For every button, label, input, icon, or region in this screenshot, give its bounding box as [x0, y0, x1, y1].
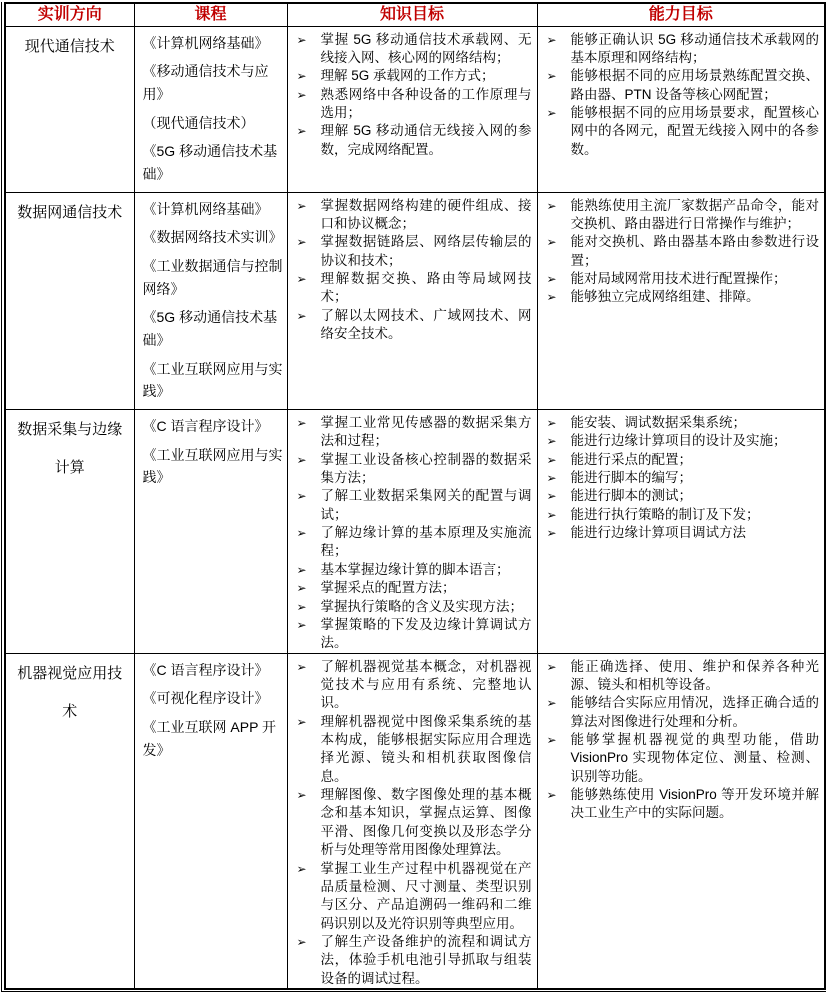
- table-row: [5, 26, 825, 192]
- ability-objectives-cell: [537, 192, 825, 409]
- ability-objectives-cell: [537, 409, 825, 653]
- bullet-arrow-icon: ➢: [296, 235, 307, 250]
- bullet-arrow-icon: ➢: [296, 87, 307, 102]
- ability-objectives-cell: [537, 653, 825, 989]
- knowledge-text: 理解数据交换、路由等局域网技术；: [320, 270, 532, 305]
- ability-text: 能对局域网常用技术进行配置操作；: [570, 270, 787, 286]
- bullet-arrow-icon: ➢: [296, 714, 307, 729]
- ability-text: 能够结合实际应用情况，选择正确合适的算法对图像进行处理和分析。: [570, 695, 819, 729]
- course-item: 《C 语言程序设计》: [142, 417, 269, 434]
- knowledge-item: [293, 451, 533, 488]
- bullet-arrow-icon: ➢: [546, 788, 557, 803]
- knowledge-item: [293, 414, 533, 451]
- ability-text: 能够独立完成网络组建、排障。: [570, 289, 760, 305]
- bullet-arrow-icon: ➢: [546, 69, 557, 84]
- bullet-arrow-icon: ➢: [296, 934, 307, 949]
- header-knowledge: 知识目标: [287, 3, 537, 26]
- training-objectives-table: [4, 2, 826, 990]
- knowledge-text: 掌握数据链路层、网络层传输层的协议和技术；: [320, 234, 532, 268]
- knowledge-objectives-cell: [287, 192, 537, 409]
- table-row: [5, 653, 825, 989]
- courses-cell: [134, 192, 287, 409]
- knowledge-text: 掌握数据网络构建的硬件组成、接口和协议概念；: [320, 197, 532, 231]
- ability-item: [543, 104, 821, 159]
- bullet-arrow-icon: ➢: [546, 198, 557, 213]
- header-ability: 能力目标: [537, 3, 825, 26]
- knowledge-item: [293, 713, 533, 786]
- bullet-arrow-icon: ➢: [546, 290, 557, 305]
- course-item: 《5G 移动通信技术基础》: [142, 309, 278, 348]
- knowledge-text: 熟悉网络中各种设备的工作原理与选用；: [320, 86, 532, 120]
- course-item: 《移动通信技术与应用》: [142, 63, 269, 102]
- ability-text: 能够熟练使用 VisionPro 等开发环境并解决工业生产中的实际问题。: [570, 787, 819, 821]
- knowledge-objectives-cell: [287, 26, 537, 192]
- table-row: [5, 192, 825, 409]
- knowledge-item: [293, 786, 533, 859]
- knowledge-text: 掌握工业设备核心控制器的数据采集方法；: [320, 451, 532, 485]
- knowledge-item: [293, 616, 533, 653]
- ability-item: [543, 432, 821, 450]
- knowledge-text: 理解机器视觉中图像采集系统的基本构成，能够根据实际应用合理选择光源、镜头和相机获取图像信息。: [320, 713, 532, 784]
- ability-text: 能进行脚本的测试；: [570, 488, 692, 504]
- knowledge-objectives-cell: [287, 409, 537, 653]
- bullet-arrow-icon: ➢: [546, 489, 557, 504]
- ability-text: 能进行采点的配置；: [570, 451, 692, 467]
- knowledge-objectives-cell: [287, 653, 537, 989]
- ability-text: 能进行脚本的编写；: [570, 469, 692, 485]
- ability-objectives-cell: [537, 26, 825, 192]
- header-direction: 实训方向: [5, 3, 134, 26]
- bullet-arrow-icon: ➢: [296, 415, 307, 430]
- knowledge-item: [293, 122, 533, 159]
- training-objectives-table-wrap: [1, 2, 826, 992]
- knowledge-item: [293, 233, 533, 270]
- ability-text: 能安装、调试数据采集系统；: [570, 414, 746, 430]
- knowledge-text: 了解以太网技术、广域网技术、网络安全技术。: [320, 307, 532, 342]
- knowledge-item: [293, 31, 533, 68]
- bullet-arrow-icon: ➢: [546, 452, 557, 467]
- ability-text: 能进行执行策略的制订及下发；: [570, 506, 760, 522]
- bullet-arrow-icon: ➢: [296, 69, 307, 84]
- knowledge-text: 掌握工业生产过程中机器视觉在产品质量检测、尺寸测量、类型识别与区分、产品追溯码一维码和二维码识别以及光符识别等典型应用。: [320, 860, 532, 931]
- ability-item: [543, 270, 821, 288]
- knowledge-text: 理解 5G 移动通信无线接入网的参数，完成网络配置。: [320, 123, 532, 157]
- knowledge-item: [293, 561, 533, 579]
- bullet-arrow-icon: ➢: [296, 526, 307, 541]
- bullet-arrow-icon: ➢: [296, 599, 307, 614]
- table-body: [5, 26, 825, 989]
- bullet-arrow-icon: ➢: [296, 452, 307, 467]
- bullet-arrow-icon: ➢: [296, 788, 307, 803]
- knowledge-item: [293, 270, 533, 307]
- course-item: 《5G 移动通信技术基础》: [142, 143, 278, 182]
- ability-text: 能够掌握机器视觉的典型功能，借助 VisionPro 实现物体定位、测量、检测、识别等功能。: [570, 732, 819, 784]
- course-item: 《可视化程序设计》: [142, 690, 269, 707]
- bullet-arrow-icon: ➢: [546, 470, 557, 485]
- course-item: （现代通信技术）: [142, 114, 255, 131]
- ability-item: [543, 786, 821, 823]
- ability-text: 能够根据不同的应用场景要求，配置核心网中的各网元，配置无线接入网中的各参数。: [570, 104, 819, 157]
- ability-text: 能熟练使用主流厂家数据产品命令，能对交换机、路由器进行日常操作与维护；: [570, 197, 819, 231]
- course-item: 《工业数据通信与控制网络》: [142, 257, 283, 297]
- bullet-arrow-icon: ➢: [296, 489, 307, 504]
- knowledge-text: 掌握采点的配置方法；: [320, 580, 456, 596]
- ability-item: [543, 233, 821, 270]
- ability-item: [543, 524, 821, 542]
- course-item: 《工业互联网应用与实践》: [142, 360, 283, 400]
- knowledge-text: 了解机器视觉基本概念，对机器视觉技术与应用有系统、完整地认识。: [320, 658, 532, 711]
- ability-item: [543, 197, 821, 234]
- ability-text: 能对交换机、路由器基本路由参数进行设置；: [570, 234, 819, 268]
- ability-text: 能进行边缘计算项目调试方法: [570, 525, 746, 541]
- knowledge-item: [293, 860, 533, 933]
- knowledge-text: 基本掌握边缘计算的脚本语言；: [320, 561, 510, 577]
- ability-item: [543, 469, 821, 487]
- bullet-arrow-icon: ➢: [296, 32, 307, 47]
- ability-item: [543, 451, 821, 469]
- courses-cell: [134, 409, 287, 653]
- ability-item: [543, 694, 821, 731]
- knowledge-text: 理解图像、数字图像处理的基本概念和基本知识，掌握点运算、图像平滑、图像几何变换以及形态学分析与处理等常用图像处理算法。: [320, 787, 532, 858]
- bullet-arrow-icon: ➢: [546, 526, 557, 541]
- bullet-arrow-icon: ➢: [546, 434, 557, 449]
- course-item: 《工业互联网应用与实践》: [142, 446, 283, 486]
- knowledge-item: [293, 933, 533, 988]
- table-row: [5, 409, 825, 653]
- ability-text: 能进行边缘计算项目的设计及实施；: [570, 433, 787, 449]
- bullet-arrow-icon: ➢: [546, 507, 557, 522]
- course-item: 《工业互联网 APP 开发》: [142, 718, 277, 758]
- knowledge-item: [293, 487, 533, 524]
- bullet-arrow-icon: ➢: [296, 124, 307, 139]
- header-row: [5, 3, 825, 26]
- bullet-arrow-icon: ➢: [546, 415, 557, 430]
- ability-item: [543, 31, 821, 68]
- direction-cell: 机器视觉应用技术: [5, 653, 134, 989]
- ability-text: 能够根据不同的应用场景熟练配置交换、路由器、PTN 设备等核心网配置；: [570, 68, 819, 102]
- knowledge-item: [293, 579, 533, 597]
- knowledge-item: [293, 598, 533, 616]
- bullet-arrow-icon: ➢: [546, 105, 557, 120]
- ability-item: [543, 487, 821, 505]
- bullet-arrow-icon: ➢: [296, 308, 307, 323]
- knowledge-item: [293, 524, 533, 561]
- bullet-arrow-icon: ➢: [296, 562, 307, 577]
- knowledge-item: [293, 197, 533, 234]
- knowledge-text: 掌握工业常见传感器的数据采集方法和过程；: [320, 414, 532, 449]
- bullet-arrow-icon: ➢: [546, 696, 557, 711]
- knowledge-item: [293, 67, 533, 85]
- knowledge-text: 了解工业数据采集网关的配置与调试；: [320, 488, 532, 522]
- bullet-arrow-icon: ➢: [546, 659, 557, 674]
- ability-item: [543, 67, 821, 104]
- knowledge-text: 掌握策略的下发及边缘计算调试方法。: [320, 616, 532, 651]
- direction-cell: 现代通信技术: [5, 26, 134, 192]
- bullet-arrow-icon: ➢: [296, 271, 307, 286]
- course-item: 《C 语言程序设计》: [142, 661, 269, 678]
- direction-cell: 数据网通信技术: [5, 192, 134, 409]
- direction-cell: 数据采集与边缘计算: [5, 409, 134, 653]
- bullet-arrow-icon: ➢: [296, 198, 307, 213]
- knowledge-text: 了解边缘计算的基本原理及实施流程；: [320, 525, 532, 559]
- bullet-arrow-icon: ➢: [546, 32, 557, 47]
- course-item: 《计算机网络基础》: [142, 200, 269, 217]
- ability-item: [543, 414, 821, 432]
- ability-item: [543, 658, 821, 695]
- bullet-arrow-icon: ➢: [296, 659, 307, 674]
- ability-text: 能正确选择、使用、维护和保养各种光源、镜头和相机等设备。: [570, 658, 819, 692]
- knowledge-text: 了解生产设备维护的流程和调试方法，体验手机电池引导抓取与组装设备的调试过程。: [320, 933, 532, 986]
- courses-cell: [134, 653, 287, 989]
- courses-cell: [134, 26, 287, 192]
- knowledge-text: 掌握执行策略的含义及实现方法；: [320, 598, 523, 614]
- bullet-arrow-icon: ➢: [296, 581, 307, 596]
- knowledge-item: [293, 307, 533, 344]
- ability-text: 能够正确认识 5G 移动通信技术承载网的基本原理和网络结构；: [570, 31, 819, 65]
- ability-item: [543, 288, 821, 306]
- bullet-arrow-icon: ➢: [296, 617, 307, 632]
- header-courses: 课程: [134, 3, 287, 26]
- bullet-arrow-icon: ➢: [546, 235, 557, 250]
- bullet-arrow-icon: ➢: [546, 733, 557, 748]
- knowledge-text: 掌握 5G 移动通信技术承载网、无线接入网、核心网的网络结构；: [320, 31, 532, 65]
- ability-item: [543, 506, 821, 524]
- bullet-arrow-icon: ➢: [546, 271, 557, 286]
- ability-item: [543, 731, 821, 786]
- knowledge-item: [293, 658, 533, 713]
- knowledge-text: 理解 5G 承载网的工作方式；: [320, 68, 495, 84]
- course-item: 《计算机网络基础》: [142, 34, 269, 51]
- bullet-arrow-icon: ➢: [296, 861, 307, 876]
- course-item: 《数据网络技术实训》: [142, 229, 283, 246]
- knowledge-item: [293, 86, 533, 123]
